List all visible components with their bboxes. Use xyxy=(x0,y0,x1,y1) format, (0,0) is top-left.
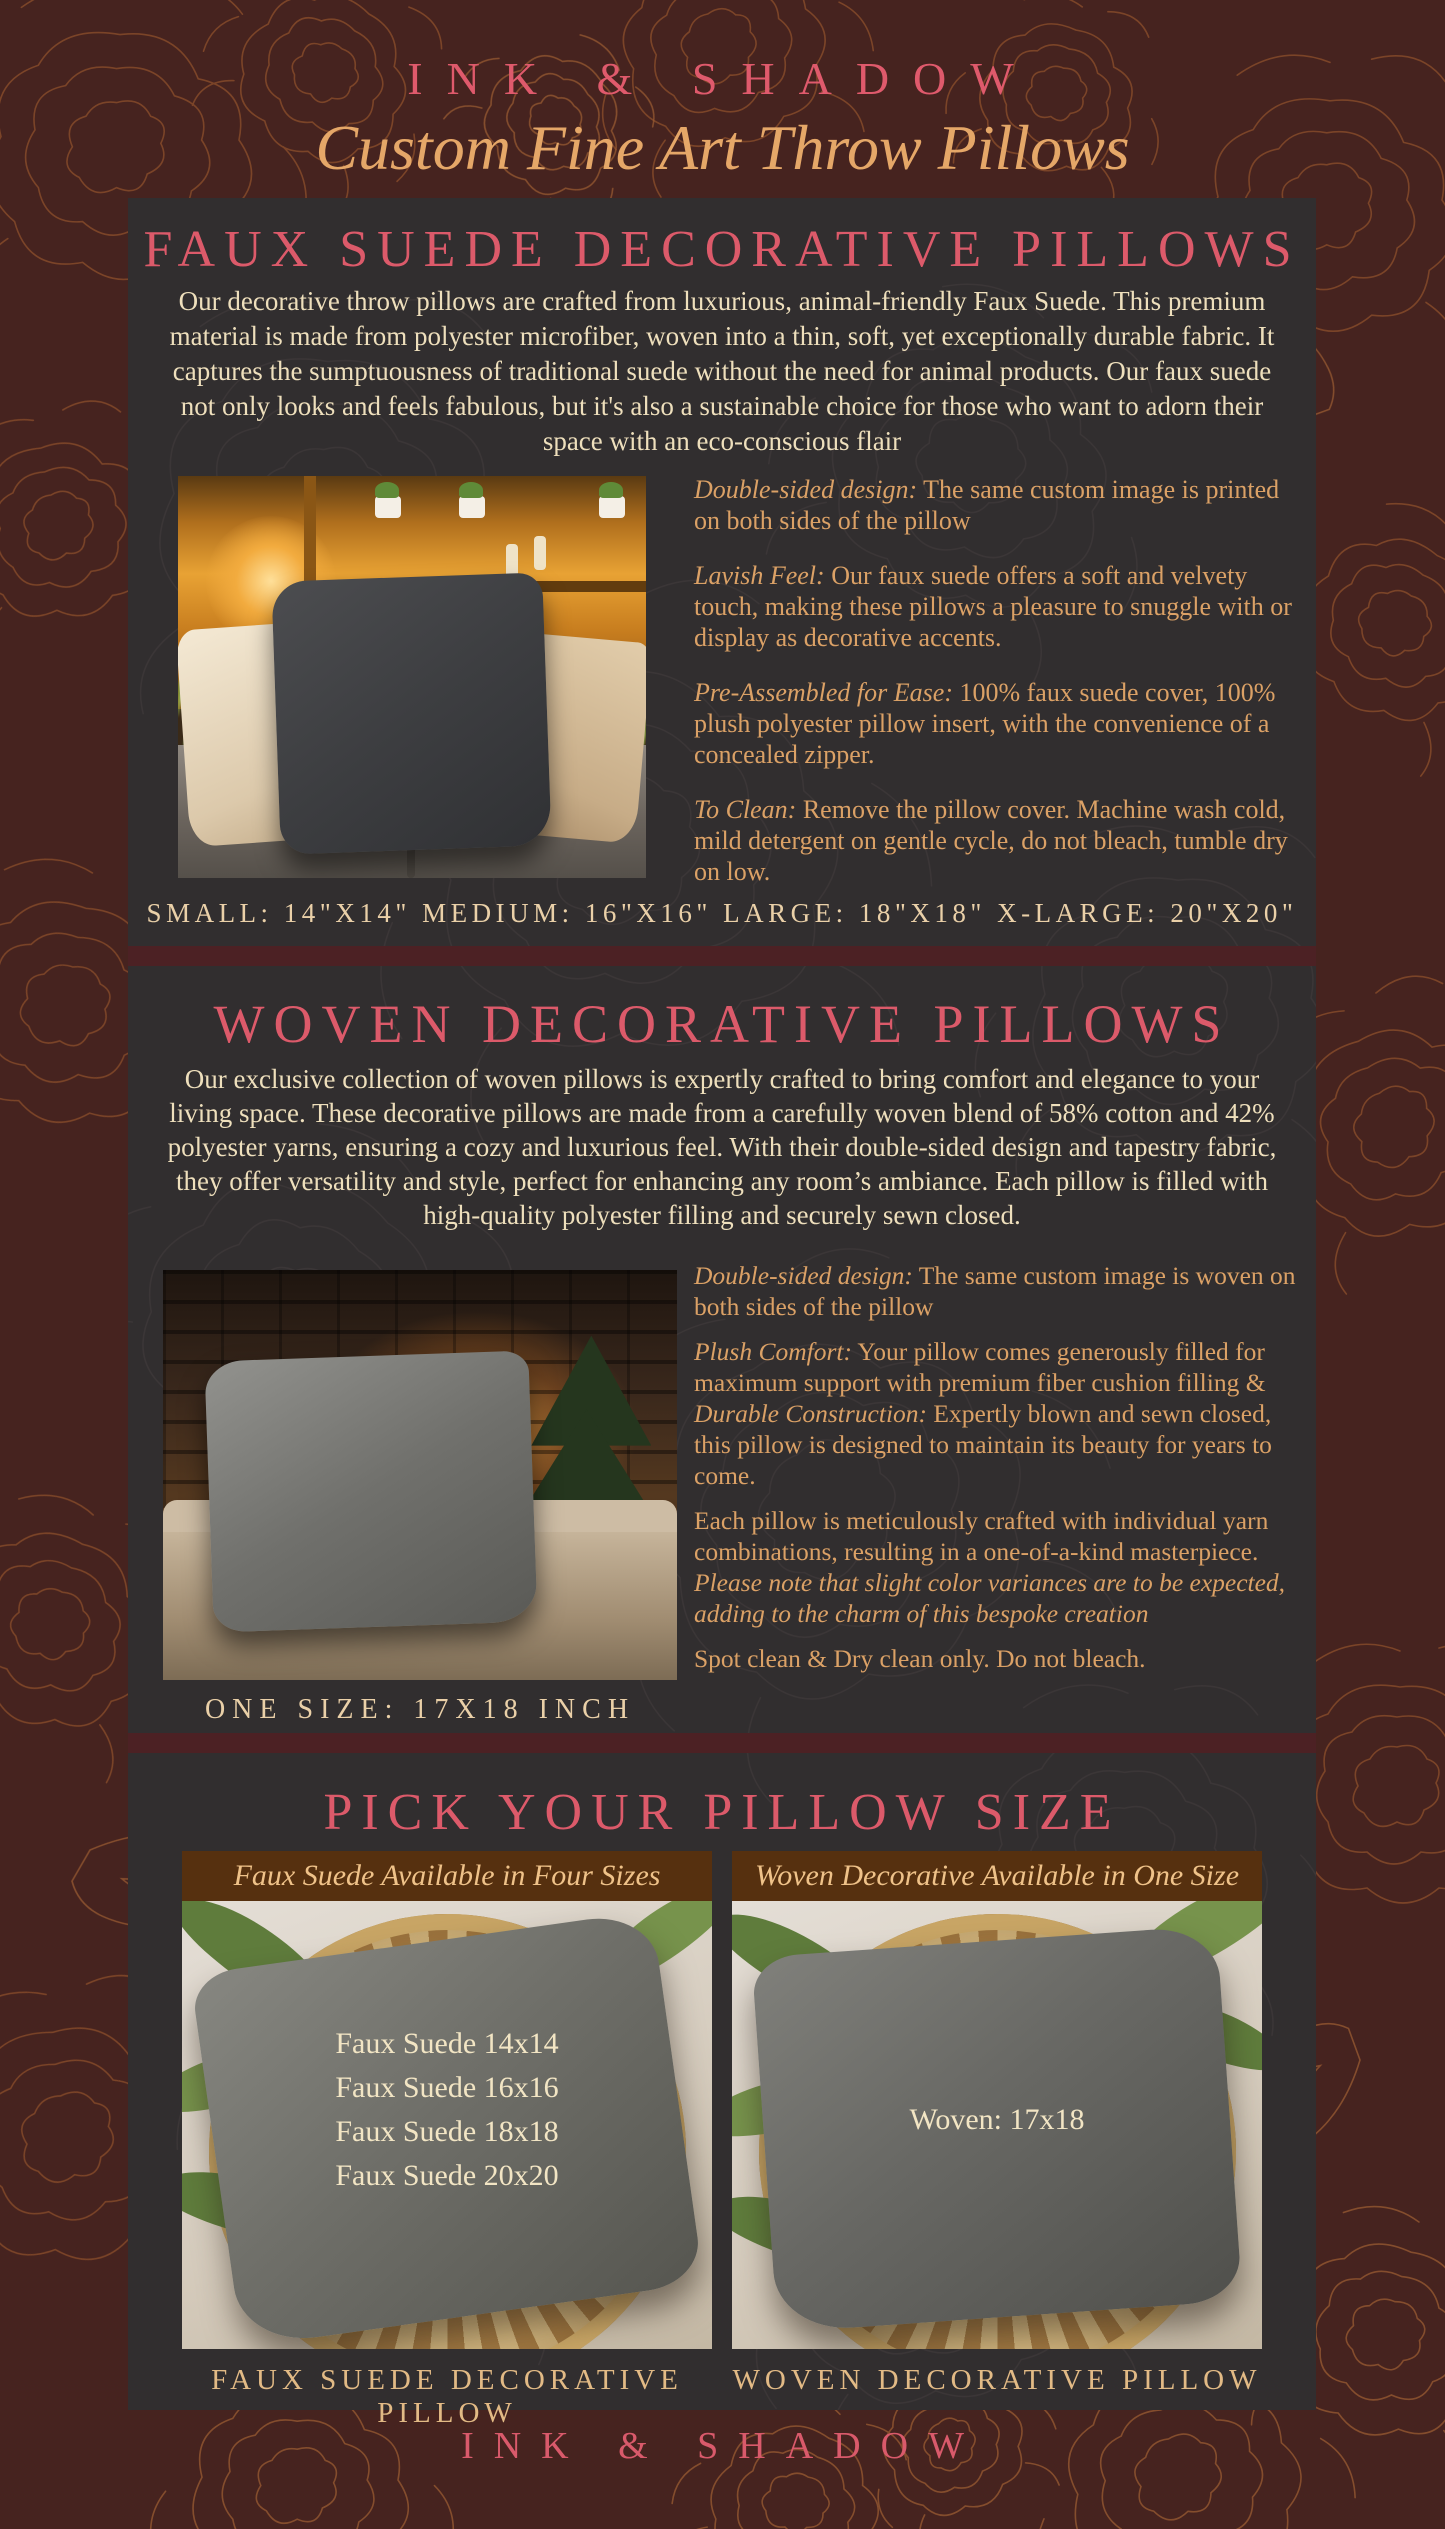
faux-suede-features xyxy=(694,474,1298,911)
plant-tuft xyxy=(599,482,623,498)
feature-to-clean: To Clean: Remove the pillow cover. Machine wash cold, mild detergent on gentle cycle, do not bleach, tumble dry on low. xyxy=(694,795,1288,886)
woven-caption: WOVEN DECORATIVE PILLOW xyxy=(732,2364,1262,2396)
feature-craftsmanship: Each pillow is meticulously crafted with individual yarn combinations, resulting in a one-of-a-kind masterpiece. Please note that slight color variances are to be expected, adding to the charm of this bespoke creation xyxy=(694,1506,1286,1628)
feature-lavish-feel: Lavish Feel: Our faux suede offers a soft and velvety touch, making these pillows a pleasure to snuggle with or display as decorative accents. xyxy=(694,561,1292,652)
woven-banner: Woven Decorative Available in One Size xyxy=(732,1851,1262,1901)
plant-pot xyxy=(459,496,485,518)
faux-suede-lifestyle-photo xyxy=(178,476,646,878)
size-picker-heading: PICK YOUR PILLOW SIZE xyxy=(323,1784,1121,1841)
faux-suede-pillow-shape xyxy=(272,572,553,855)
faux-suede-sizes-line: SMALL: 14"X14" MEDIUM: 16"X16" LARGE: 18"X18" X-LARGE: 20"X20" xyxy=(146,898,1298,928)
woven-lifestyle-photo xyxy=(163,1270,677,1680)
faux-suede-size-photo xyxy=(182,1901,712,2349)
faux-suede-heading: FAUX SUEDE DECORATIVE PILLOWS xyxy=(143,221,1301,278)
section-divider xyxy=(128,1733,1316,1753)
woven-heading: WOVEN DECORATIVE PILLOWS xyxy=(213,994,1231,1054)
brand-title: INK & SHADOW xyxy=(407,53,1038,104)
woven-size-line: ONE SIZE: 17X18 INCH xyxy=(204,1694,636,1725)
header xyxy=(0,0,1445,185)
woven-features xyxy=(694,1260,1306,1688)
faux-suede-banner: Faux Suede Available in Four Sizes xyxy=(182,1851,712,1901)
woven-intro: Our exclusive collection of woven pillows is expertly crafted to bring comfort and elegance to your living space. These decorative pillows are made from a carefully woven blend of 58% cotton and 42% polyester yarns, ensuring a cozy and luxurious feel. With their double-sided design and tapestry fabric, they offer versatility and style, perfect for enhancing any room’s ambiance. Each pillow is filled with high-quality polyester filling and securely sewn closed. xyxy=(167,1064,1277,1230)
footer-brand: INK & SHADOW xyxy=(461,2425,984,2467)
plant-tuft xyxy=(459,482,483,498)
feature-pre-assembled: Pre-Assembled for Ease: 100% faux suede cover, 100% plush polyester pillow insert, with the convenience of a concealed zipper. xyxy=(694,678,1276,769)
plant-pot xyxy=(599,496,625,518)
plant-pot xyxy=(375,496,401,518)
woven-pillow-shape xyxy=(205,1351,538,1633)
faux-suede-caption: FAUX SUEDE DECORATIVE PILLOW xyxy=(211,2364,683,2429)
brand-tagline: Custom Fine Art Throw Pillows xyxy=(315,112,1130,183)
size-overlay-text: Woven: 17x18 xyxy=(909,2103,1085,2137)
section-divider xyxy=(128,946,1316,966)
size-overlay-text: Faux Suede 14x14 Faux Suede 16x16 Faux Suede 18x18 Faux Suede 20x20 xyxy=(335,2026,559,2192)
feature-double-sided: Double-sided design: The same custom image is woven on both sides of the pillow xyxy=(694,1261,1296,1321)
candle xyxy=(534,536,546,570)
feature-plush-comfort: Plush Comfort: Your pillow comes generously filled for maximum support with premium fiber cushion filling & Durable Construction: Expertly blown and sewn closed, this pillow is designed to maintain its beauty for years to come. xyxy=(694,1337,1272,1490)
feature-care: Spot clean & Dry clean only. Do not bleach. xyxy=(694,1644,1146,1673)
content-panel xyxy=(128,198,1316,2429)
woven-size-photo xyxy=(732,1901,1262,2349)
faux-suede-intro: Our decorative throw pillows are crafted from luxurious, animal-friendly Faux Suede. This premium material is made from polyester microfiber, woven into a thin, soft, yet exceptionally durable fabric. It captures the sumptuousness of traditional suede without the need for animal products. Our faux suede not only looks and feels fabulous, but it's also a sustainable choice for those who want to adorn their space with an eco-conscious flair xyxy=(169,286,1275,456)
plant-tuft xyxy=(375,482,399,498)
feature-double-sided: Double-sided design: The same custom image is printed on both sides of the pillow xyxy=(694,475,1280,535)
